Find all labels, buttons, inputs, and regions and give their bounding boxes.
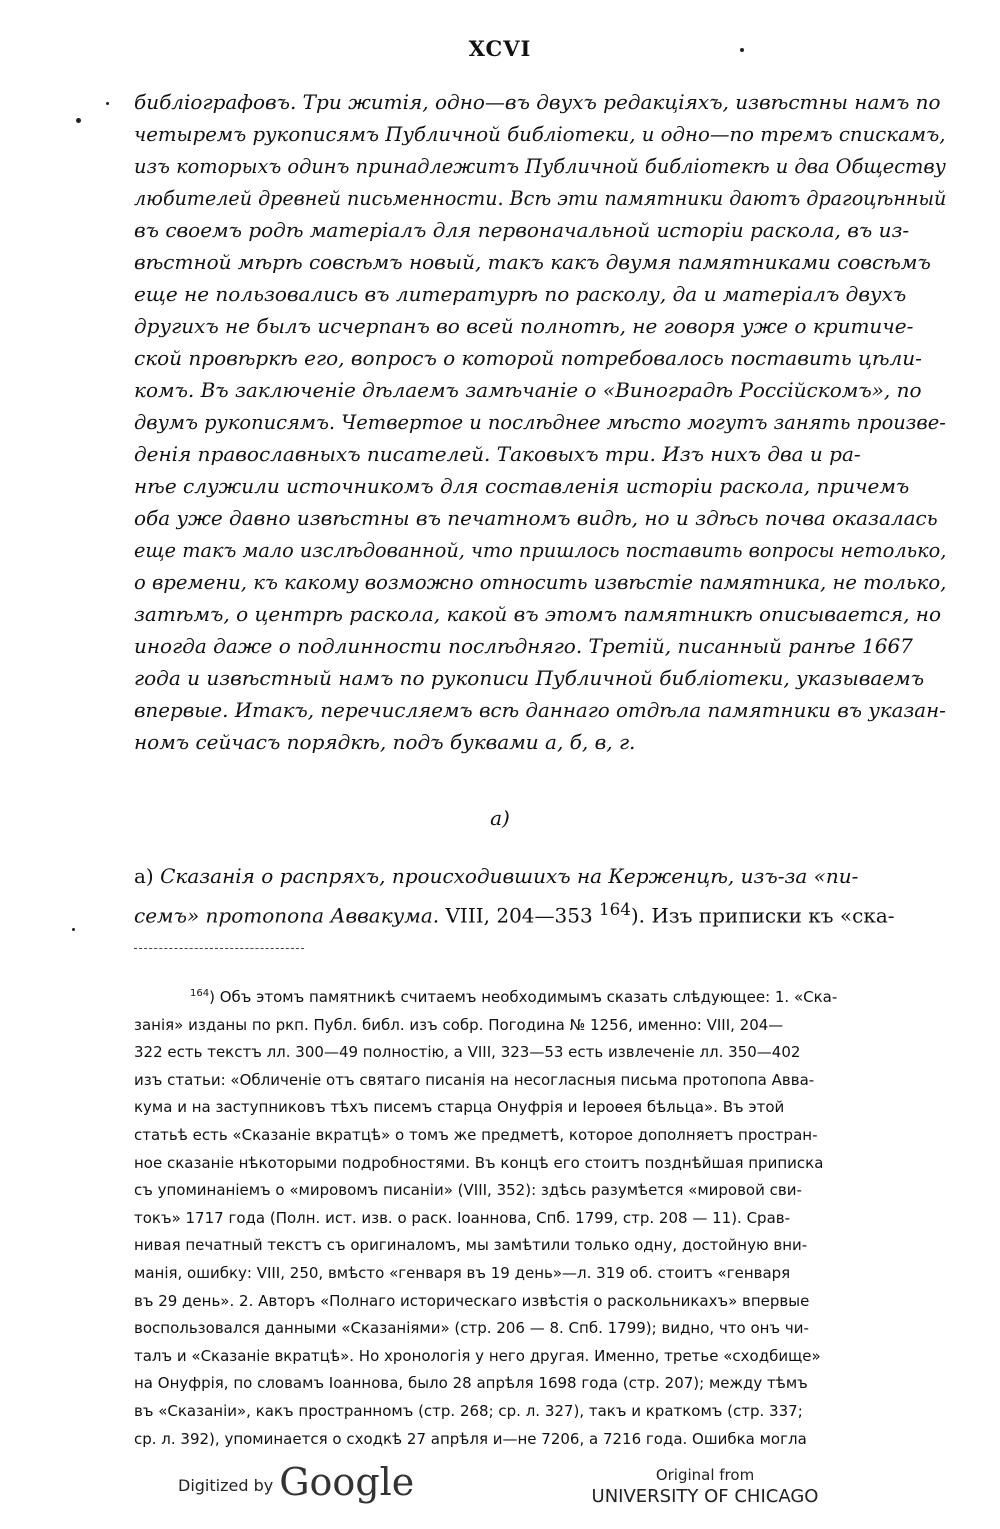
text-line: еще не пользовались въ литературѣ по расколу, да и матеріалъ двухъ xyxy=(134,282,907,306)
text-line: изъ которыхъ одинъ принадлежитъ Публичной библіотекѣ и два Обществу xyxy=(134,154,946,178)
section-title-part1: Сказанія о распряхъ, происходившихъ на Керженцѣ, изъ-за «пи- xyxy=(160,864,859,888)
footnote-line: на Онуфрія, по словамъ Іоаннова, было 28 апрѣля 1698 года (стр. 207); между тѣмъ xyxy=(134,1374,808,1393)
original-from-watermark xyxy=(570,1466,840,1507)
section-title-part2: семъ» протопопа Аввакума. xyxy=(134,903,440,928)
text-line: иногда даже о подлинности послѣдняго. Третій, писанный ранѣе 1667 xyxy=(134,634,913,658)
section-tail: ). Изъ приписки къ «ска- xyxy=(630,903,895,928)
footnote-line: нивая печатный текстъ съ оригиналомъ, мы замѣтили только одну, достойную вни- xyxy=(134,1236,808,1255)
institution-name: UNIVERSITY OF CHICAGO xyxy=(591,1486,819,1507)
digitized-by-watermark xyxy=(178,1460,414,1504)
text-line: четыремъ рукописямъ Публичной библіотеки, и одно—по тремъ спискамъ, xyxy=(134,122,946,146)
footnote-number: 164 xyxy=(190,988,210,999)
footnote-line: токъ» 1717 года (Полн. ист. изв. о раск. Іоаннова, Спб. 1799, стр. 208 — 11). Срав- xyxy=(134,1208,791,1227)
footnote-line: въ «Сказаніи», какъ пространномъ (стр. 268; ср. л. 327), такъ и краткомъ (стр. 337; xyxy=(134,1401,803,1420)
footnote-line: ср. л. 392), упоминается о сходкѣ 27 апрѣля и—не 7206, а 7216 года. Ошибка могла xyxy=(134,1429,807,1448)
section-line xyxy=(134,893,946,933)
footnote-line: кума и на заступниковъ тѣхъ писемъ старца Онуфрія и Іероѳея бѣльца». Въ этой xyxy=(134,1098,785,1117)
text-line: номъ сейчасъ порядкѣ, подъ буквами а, б, в, г. xyxy=(134,730,636,754)
footnote-line: манія, ошибку: VIII, 250, вмѣсто «генваря въ 19 день»—л. 319 об. стоитъ «генваря xyxy=(134,1263,791,1282)
footnote-divider xyxy=(134,948,304,949)
text-line: нѣе служили источникомъ для составленія исторіи раскола, причемъ xyxy=(134,474,910,498)
page-number: XCVI xyxy=(468,36,532,61)
original-label: Original from xyxy=(655,1466,755,1484)
section-paragraph xyxy=(134,860,946,933)
scan-speck xyxy=(740,48,744,52)
section-reference: VIII, 204—353 xyxy=(439,903,600,928)
text-line: года и извѣстный намъ по рукописи Публичной библіотеки, указываемъ xyxy=(134,666,925,690)
text-line: ской провѣркѣ его, вопросъ о которой потребовалось поставить цѣли- xyxy=(134,346,922,370)
text-line: затѣмъ, о центрѣ раскола, какой въ этомъ памятникѣ описывается, но xyxy=(134,602,942,626)
text-line: денія православныхъ писателей. Таковыхъ три. Изъ нихъ два и ра- xyxy=(134,442,861,466)
text-line: другихъ не былъ исчерпанъ во всей полнотѣ, не говоря уже о критиче- xyxy=(134,314,914,338)
text-line: еще такъ мало изслѣдованной, что пришлось поставить вопросы нетолько, xyxy=(134,538,947,562)
google-logo: Google xyxy=(279,1460,415,1504)
section-marker: а) xyxy=(490,806,510,830)
text-line: вѣстной мѣрѣ совсѣмъ новый, такъ какъ двумя памятниками совсѣмъ xyxy=(134,250,931,274)
footnote-line: талъ и «Сказаніе вкратцѣ». Но хронологія у него другая. Именно, третье «сходбище» xyxy=(134,1346,821,1365)
footnote-line: статьѣ есть «Сказаніе вкратцѣ» о томъ же предметѣ, которое дополняетъ простран- xyxy=(134,1125,818,1144)
text-line: двумъ рукописямъ. Четвертое и послѣднее мѣсто могутъ занять произве- xyxy=(134,410,946,434)
footnote-block xyxy=(134,980,946,1453)
text-line: комъ. Въ заключеніе дѣлаемъ замѣчаніе о «Виноградѣ Россійскомъ», по xyxy=(134,378,922,402)
text-line: впервые. Итакъ, перечисляемъ всѣ даннаго отдѣла памятники въ указан- xyxy=(134,698,946,722)
footnote-line: ное сказаніе нѣкоторыми подробностями. Въ концѣ его стоитъ позднѣйшая приписка xyxy=(134,1153,824,1172)
section-lead: а) xyxy=(134,864,161,888)
footnote-line: 322 есть текстъ лл. 300—49 полностію, а VIII, 323—53 есть извлеченіе лл. 350—402 xyxy=(134,1043,801,1062)
footnote-line: изъ статьи: «Обличеніе отъ святаго писанія на несогласныя письма протопопа Авва- xyxy=(134,1070,815,1089)
text-line: любителей древней письменности. Всѣ эти памятники даютъ драгоцѣнный xyxy=(134,186,947,210)
scan-speck xyxy=(76,118,81,123)
footnote-ref: 164 xyxy=(599,900,631,919)
text-line: о времени, къ какому возможно относить извѣстіе памятника, не только, xyxy=(134,570,947,594)
footnote-line: воспользовался данными «Сказаніями» (стр. 206 — 8. Спб. 1799); видно, что онъ чи- xyxy=(134,1319,809,1338)
footnote-line: въ 29 день». 2. Авторъ «Полнаго историческаго извѣстія о раскольникахъ» впервые xyxy=(134,1291,810,1310)
footnote-line: занія» изданы по ркп. Публ. библ. изъ собр. Погодина № 1256, именно: VIII, 204— xyxy=(134,1015,784,1034)
section-line xyxy=(134,860,946,893)
footnote-first-line: ) Объ этомъ памятникѣ считаемъ необходимымъ сказать слѣдующее: 1. «Ска- xyxy=(209,988,838,1006)
text-line: оба уже давно извѣстны въ печатномъ видѣ, но и здѣсь почва оказалась xyxy=(134,506,938,530)
footnote-line: съ упоминаніемъ о «мировомъ писаніи» (VIII, 352): здѣсь разумѣется «мировой сви- xyxy=(134,1181,802,1200)
scan-speck xyxy=(72,928,75,931)
main-text-block xyxy=(134,86,946,758)
scan-speck xyxy=(106,102,109,105)
digitized-label: Digitized by xyxy=(178,1476,274,1495)
text-line: въ своемъ родѣ матеріалъ для первоначальной исторіи раскола, въ из- xyxy=(134,218,910,242)
footnote-line xyxy=(134,980,946,1012)
text-line: библіографовъ. Три житія, одно—въ двухъ редакціяхъ, извѣстны намъ по xyxy=(134,90,941,114)
